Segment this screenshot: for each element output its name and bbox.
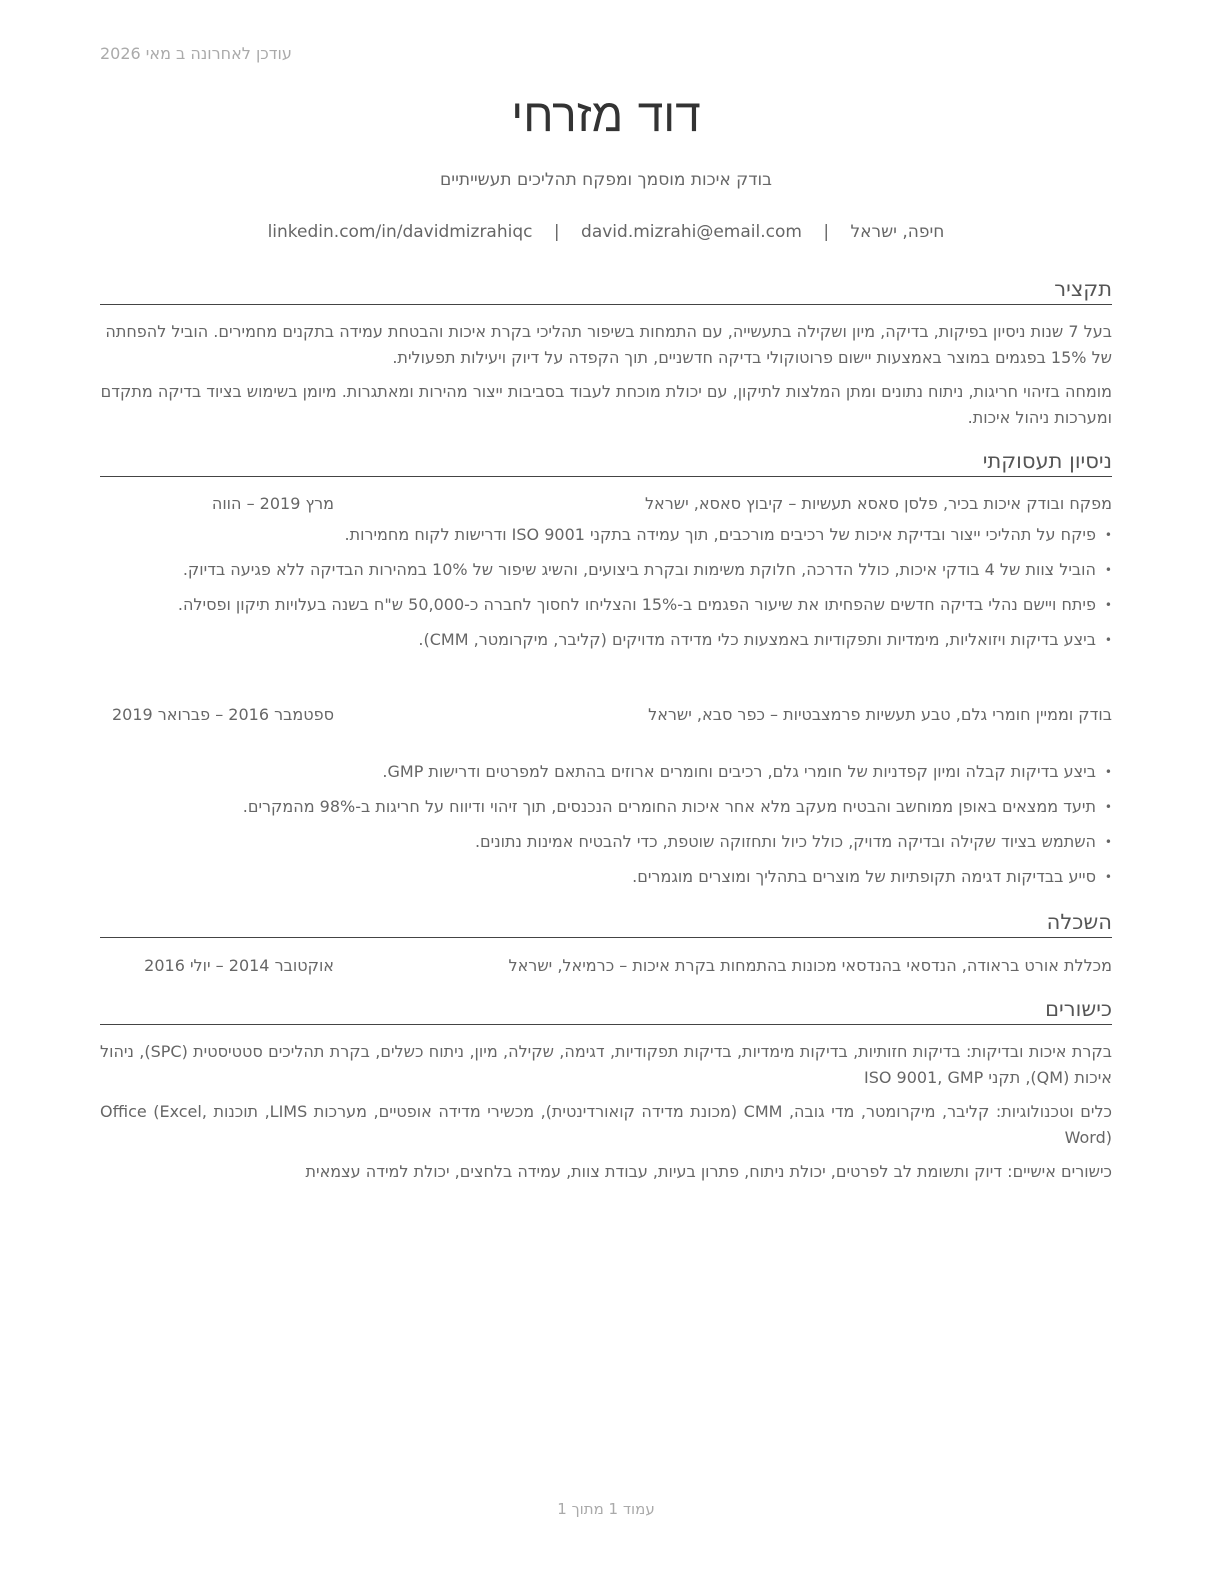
candidate-headline: בודק איכות מוסמך ומפקח תהליכים תעשייתיים [440,170,772,190]
job-bullet: • ביצע בדיקות קבלה ומיון קפדניות של חומרי גלם, רכיבים וחומרים ארוזים בהתאם למפרטים ודרישות GMP. [100,759,1112,785]
contact-linkedin[interactable]: linkedin.com/in/davidmizrahiqc [267,222,533,242]
education-school: מכללת אורט בראודה, הנדסאי בהנדסאי מכונות בהתמחות בקרת איכות – כרמיאל, ישראל [508,956,1112,975]
job-bullets [100,522,1112,662]
bullet-dot-icon: • [1104,598,1112,612]
skills-line: כישורים אישיים: דיוק ותשומת לב לפרטים, יכולת ניתוח, פתרון בעיות, עבודת צוות, עמידה בלחצים, יכולת למידה עצמאית [305,1162,1112,1181]
job-bullet: • הוביל צוות של 4 בודקי איכות, כולל הדרכה, חלוקת משימות ובקרת ביצועים, והשיג שיפור של 10% במהירות הבדיקה ללא פגיעה בדיוק. [100,557,1112,583]
contact-email[interactable]: david.mizrahi@email.com [581,222,802,242]
page-number: עמוד 1 מתוך 1 [557,1500,655,1518]
job-bullet: • פיתח ויישם נהלי בדיקה חדשים שהפחיתו את שיעור הפגמים ב-15% והצליחו לחסוך לחברה כ-50,000 ש"ח בשנה בעלויות תיקון ופסילה. [100,592,1112,618]
summary-paragraph: בעל 7 שנות ניסיון בפיקות, בדיקה, מיון ושקילה בתעשייה, עם התמחות בשיפור תהליכי בקרת איכות והבטחת עמידה בתקנים מחמירים. הוביל להפחתה של 15% בפגמים במוצר באמצעות יישום פרוטוקולי בדיקה חדשניים, תוך הקפדה על דיוק ויעילות תפעולית. [105,322,1112,367]
candidate-name: דוד מזרחי [511,88,701,142]
job-bullet: • השתמש בציוד שקילה ובדיקה מדויק, כולל כיול ותחזוקה שוטפת, כדי להבטיח אמינות נתונים. [100,829,1112,855]
skills-line: בקרת איכות ובדיקות: בדיקות חזותיות, בדיקות מימדיות, בדיקות תפקודיות, דגימה, שקילה, מיון, ניתוח כשלים, בקרת תהליכים סטטיסטית (SPC), ניהול איכות (QM), תקני ISO 9001, GMP [100,1042,1112,1087]
contact-location: חיפה, ישראל [850,222,945,242]
section-title-experience: ניסיון תעסוקתי [100,448,1112,477]
job-dates: ספטמבר 2016 – פברואר 2019 [111,705,334,724]
job-dates: מרץ 2019 – הווה [211,494,334,513]
job-bullet: • סייע בבדיקות דגימה תקופתיות של מוצרים בתהליך ומוצרים מוגמרים. [100,864,1112,890]
section-title-skills: כישורים [100,996,1112,1025]
job-bullet: • תיעד ממצאים באופן ממוחשב והבטיח מעקב מלא אחר איכות החומרים הנכנסים, תוך זיהוי ודיווח על חריגות ב-98% מהמקרים. [100,794,1112,820]
bullet-dot-icon: • [1104,528,1112,542]
section-title-summary: תקציר [100,276,1112,305]
job-title: מפקח ובודק איכות בכיר, פלסן סאסא תעשיות – קיבוץ סאסא, ישראל [644,494,1112,513]
job-bullet: • פיקח על תהליכי ייצור ובדיקת איכות של רכיבים מורכבים, תוך עמידה בתקני ISO 9001 ודרישות לקוח מחמירות. [100,522,1112,548]
bullet-dot-icon: • [1104,870,1112,884]
summary-paragraph: מומחה בזיהוי חריגות, ניתוח נתונים ומתן המלצות לתיקון, עם יכולת מוכחת לעבוד בסביבות ייצור מהירות ומאתגרות. מיומן בשימוש בציוד בדיקה מתקדם ומערכות ניהול איכות. [100,382,1112,427]
bullet-dot-icon: • [1104,800,1112,814]
job-bullet: • ביצע בדיקות ויזואליות, מימדיות ותפקודיות באמצעות כלי מדידה מדויקים (קליבר, מיקרומטר, CMM). [100,627,1112,653]
job-title: בודק וממיין חומרי גלם, טבע תעשיות פרמצבטיות – כפר סבא, ישראל [648,705,1112,724]
last-updated: עודכן לאחרונה ב מאי 2026 [100,44,292,63]
resume-page [100,0,1112,1584]
education-dates: אוקטובר 2014 – יולי 2016 [144,956,334,975]
contact-separator: | [553,222,560,242]
bullet-dot-icon: • [1104,765,1112,779]
job-bullets [100,759,1112,899]
contact-separator: | [823,222,830,242]
contact-line [100,222,1112,242]
bullet-dot-icon: • [1104,835,1112,849]
section-title-education: השכלה [100,909,1112,938]
skills-line: כלים וטכנולוגיות: קליבר, מיקרומטר, מדי גובה, CMM (מכונת מדידה קואורדינטית), מכשירי מדידה אופטיים, מערכות LIMS, תוכנות Office (Excel, Word) [100,1102,1113,1147]
bullet-dot-icon: • [1104,633,1112,647]
bullet-dot-icon: • [1104,563,1112,577]
